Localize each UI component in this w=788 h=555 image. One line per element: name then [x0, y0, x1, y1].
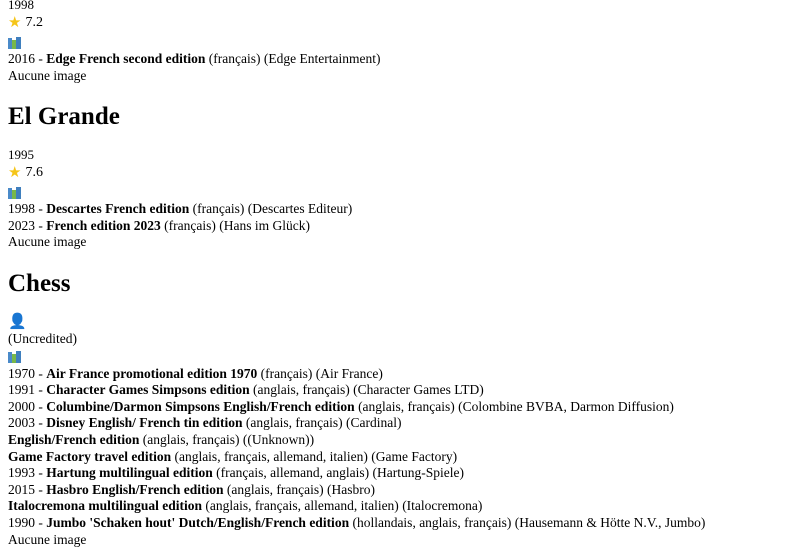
game-credit-row	[4, 314, 784, 331]
edition-line	[4, 51, 784, 68]
edition-prefix: 2003 -	[8, 415, 47, 431]
game-entry	[4, 0, 784, 84]
edition-name[interactable]: Character Games Simpsons edition	[46, 382, 250, 398]
edition-name[interactable]: English/French edition	[8, 431, 140, 447]
edition-name[interactable]: Edge French second edition	[46, 51, 206, 66]
edition-publisher: (Hausemann & Hötte N.V., Jumbo)	[514, 514, 706, 530]
edition-line	[4, 382, 784, 399]
edition-prefix: 1991 -	[8, 382, 47, 398]
versions-icon-row	[4, 33, 784, 51]
books-icon	[8, 351, 21, 363]
page-title[interactable]: El Grande	[8, 103, 120, 131]
edition-publisher: (Hasbro)	[327, 481, 375, 497]
edition-publisher: (Edge Entertainment)	[263, 51, 381, 66]
edition-line	[4, 449, 784, 466]
edition-line	[4, 482, 784, 499]
edition-publisher: (Colombine BVBA, Darmon Diffusion)	[458, 398, 674, 414]
edition-line	[4, 415, 784, 432]
edition-name[interactable]: Game Factory travel edition	[8, 448, 172, 464]
no-image-label: Aucune image	[8, 234, 87, 250]
person-icon: 👤	[8, 313, 27, 330]
game-entry	[4, 102, 784, 251]
edition-langs: (anglais, français)	[253, 382, 350, 398]
edition-langs: (anglais, français)	[358, 398, 455, 414]
game-rating	[4, 13, 784, 33]
edition-prefix: 2023 -	[8, 217, 47, 233]
books-icon	[8, 187, 21, 199]
edition-line	[4, 465, 784, 482]
edition-langs: (français)	[164, 217, 216, 233]
edition-publisher: (Hartung-Spiele)	[372, 465, 464, 481]
edition-prefix: 2000 -	[8, 398, 47, 414]
edition-langs: (français, allemand, anglais)	[216, 465, 370, 481]
edition-name[interactable]: Air France promotional edition 1970	[46, 365, 258, 381]
star-icon: ★	[8, 164, 22, 181]
edition-publisher: (Cardinal)	[346, 415, 402, 431]
edition-line	[4, 366, 784, 383]
edition-line	[4, 218, 784, 235]
edition-publisher: (Hans im Glück)	[219, 217, 310, 233]
edition-langs: (français)	[208, 51, 261, 66]
edition-publisher: (Descartes Editeur)	[247, 201, 353, 217]
edition-line	[4, 498, 784, 515]
game-credit: (Uncredited)	[8, 330, 77, 346]
edition-name[interactable]: French edition 2023	[46, 217, 161, 233]
game-rating	[4, 163, 784, 183]
edition-name[interactable]: Columbine/Darmon Simpsons English/French edition	[46, 398, 355, 414]
edition-langs: (anglais, français)	[142, 431, 240, 447]
edition-publisher: (Game Factory)	[371, 448, 458, 464]
edition-prefix: 2016 -	[8, 51, 47, 66]
edition-name[interactable]: Hasbro English/French edition	[46, 481, 224, 497]
edition-prefix: 1998 -	[8, 201, 47, 217]
no-image-label: Aucune image	[8, 531, 87, 547]
edition-prefix: 1970 -	[8, 365, 47, 381]
edition-name[interactable]: Italocremona multilingual edition	[8, 498, 203, 514]
edition-line	[4, 399, 784, 416]
edition-publisher: (Air France)	[315, 365, 383, 381]
game-entry	[4, 269, 784, 548]
edition-langs: (anglais, français, allemand, italien)	[174, 448, 368, 464]
versions-icon-row	[4, 348, 784, 366]
edition-publisher: ((Unknown))	[242, 431, 315, 447]
edition-name[interactable]: Jumbo 'Schaken hout' Dutch/English/French edition	[46, 514, 350, 530]
rating-value: 7.2	[25, 15, 43, 30]
edition-name[interactable]: Hartung multilingual edition	[46, 465, 213, 481]
edition-publisher: (Italocremona)	[402, 498, 483, 514]
edition-langs: (anglais, français, allemand, italien)	[205, 498, 399, 514]
star-icon: ★	[8, 14, 22, 31]
edition-prefix: 1990 -	[8, 514, 47, 530]
versions-icon-row	[4, 183, 784, 201]
books-icon	[8, 37, 21, 49]
rating-value: 7.6	[25, 165, 43, 181]
page-title[interactable]: Chess	[8, 269, 71, 297]
edition-prefix: 2015 -	[8, 481, 47, 497]
edition-langs: (français)	[260, 365, 313, 381]
edition-line	[4, 201, 784, 218]
edition-langs: (hollandais, anglais, français)	[352, 514, 512, 530]
edition-name[interactable]: Descartes French edition	[46, 201, 190, 217]
game-year: 1998	[8, 0, 34, 12]
edition-line	[4, 432, 784, 449]
edition-langs: (anglais, français)	[245, 415, 343, 431]
edition-line	[4, 515, 784, 532]
game-year: 1995	[8, 147, 34, 163]
edition-name[interactable]: Disney English/ French tin edition	[46, 415, 243, 431]
edition-langs: (anglais, français)	[226, 481, 324, 497]
edition-prefix: 1993 -	[8, 465, 47, 481]
edition-langs: (français)	[192, 201, 245, 217]
no-image-label: Aucune image	[8, 67, 87, 83]
edition-publisher: (Character Games LTD)	[353, 382, 484, 398]
